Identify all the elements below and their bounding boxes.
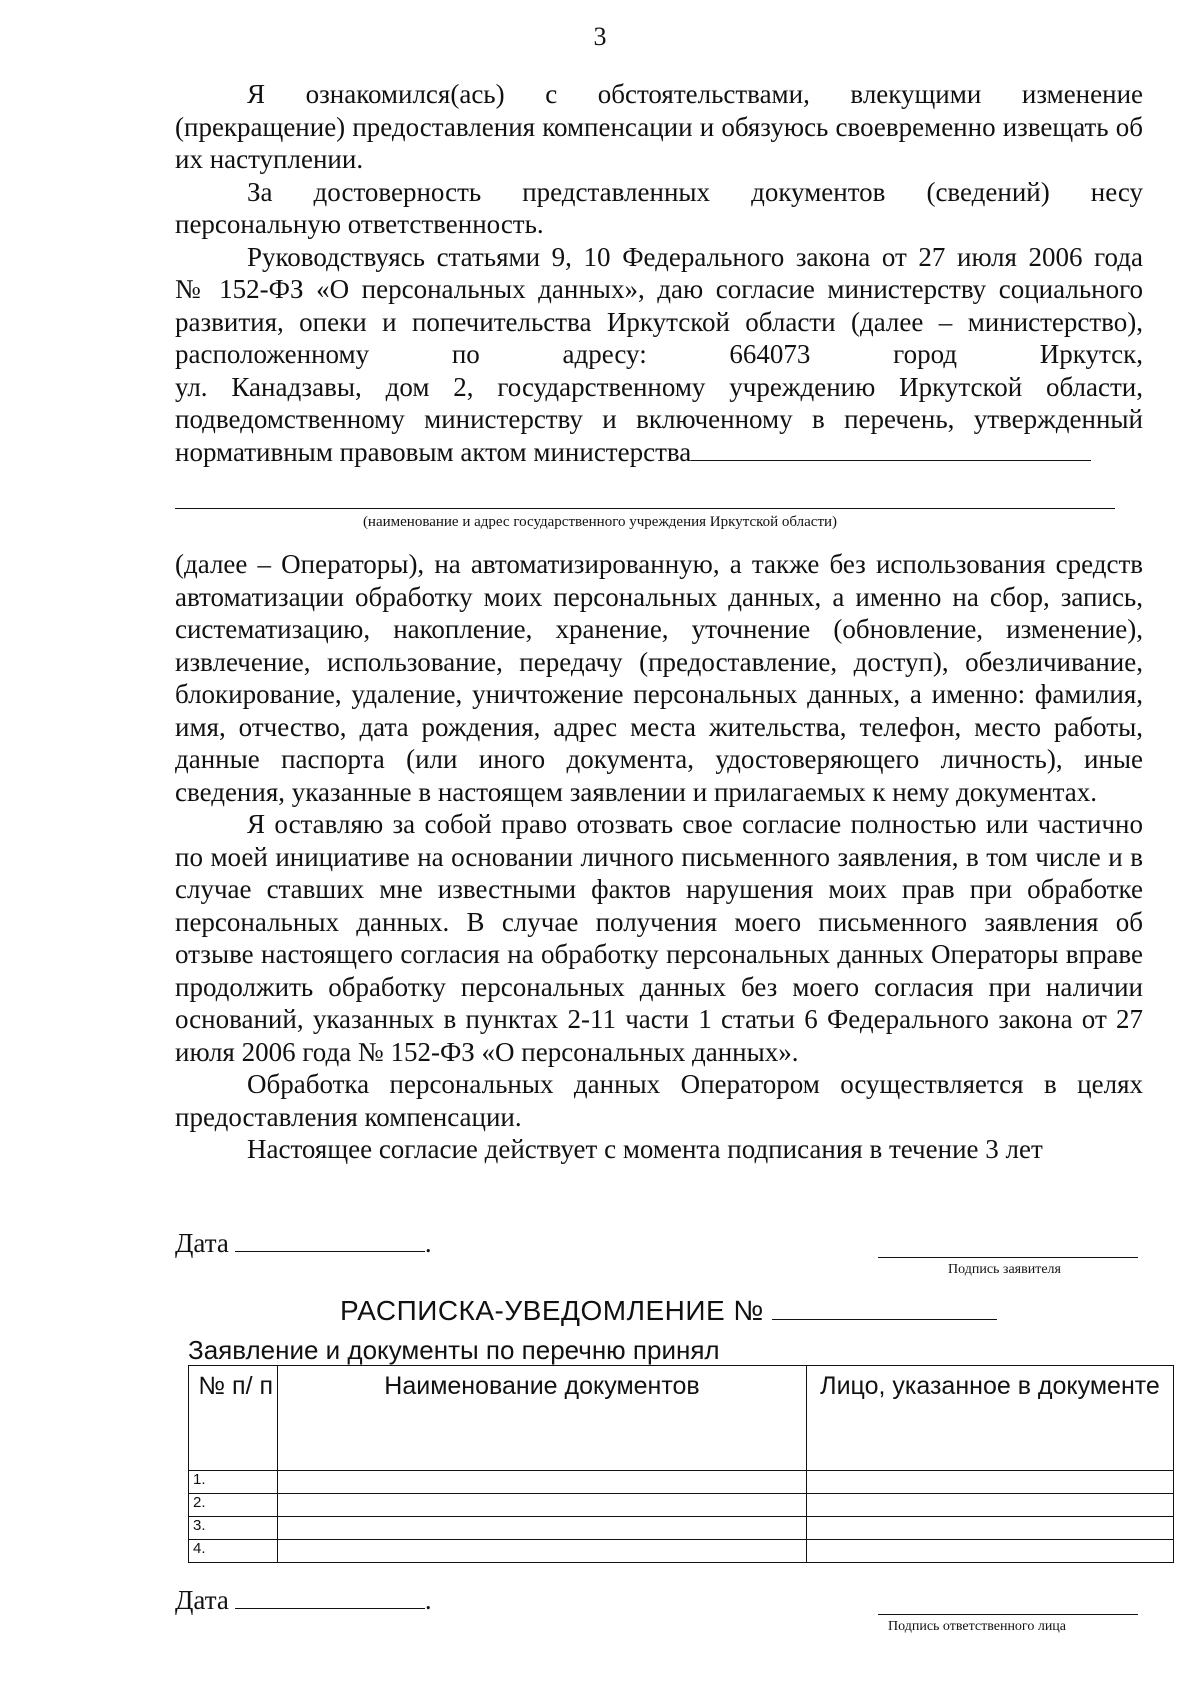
responsible-date-field[interactable] — [235, 1586, 425, 1609]
paragraph-responsibility: За достоверность представленных документов (сведений) несу персональную ответственность. — [175, 176, 1143, 239]
document-name-cell[interactable] — [278, 1494, 807, 1517]
consent-line: № 152-ФЗ «О персональных данных», даю согласие министерству социального — [175, 274, 1143, 304]
document-name-cell[interactable] — [278, 1471, 807, 1494]
consent-details-section — [175, 548, 1143, 1166]
row-number: 1. — [189, 1471, 278, 1494]
header-person: Лицо, указанное в документе — [807, 1366, 1174, 1471]
institution-name-field[interactable] — [691, 438, 1091, 461]
header-number: № п/ п — [189, 1366, 278, 1471]
acknowledgement-section — [175, 78, 1143, 468]
table-header-row — [189, 1366, 1174, 1471]
applicant-date-row — [175, 1228, 432, 1259]
table-row — [189, 1471, 1174, 1494]
page-number: 3 — [593, 22, 607, 51]
consent-line: Руководствуясь статьями 9, 10 Федерального закона от 27 июля 2006 года — [247, 241, 1143, 272]
person-cell[interactable] — [807, 1471, 1174, 1494]
header-document-name: Наименование документов — [278, 1366, 807, 1471]
document-name-cell[interactable] — [278, 1540, 807, 1563]
row-number: 2. — [189, 1494, 278, 1517]
paragraph-validity: Настоящее согласие действует с момента подписания в течение 3 лет — [247, 1134, 1043, 1164]
row-number: 4. — [189, 1540, 278, 1563]
consent-last-line: нормативным правовым актом министерства — [175, 436, 692, 467]
consent-line: расположенному по адресу: 664073 город Иркутск, — [175, 339, 1143, 369]
table-row — [189, 1540, 1174, 1563]
receipt-title — [340, 1295, 997, 1327]
table-row — [189, 1494, 1174, 1517]
receipt-title-text: РАСПИСКА-УВЕДОМЛЕНИЕ № — [340, 1295, 764, 1326]
paragraph-withdrawal: Я оставляю за собой право отозвать свое согласие полностью или частично по моей инициативе на основании личного письменного заявления, в том числе и в случае ставших мне известными фактов нарушения моих прав при обработке персональных данных. В случае получения моего письменного заявления об отзыве настоящего согласия на обработку персональных данных Операторы вправе продолжить обработку персональных данных без моего согласия при наличии оснований, указанных в пунктах 2-11 части 1 статьи 6 Федерального закона от 27 июля 2006 года № 152-ФЗ «О персональных данных». — [175, 809, 1143, 1067]
accepted-text: Заявление и документы по перечню принял — [188, 1335, 720, 1365]
date-suffix: . — [424, 1585, 432, 1615]
table-row — [189, 1517, 1174, 1540]
paragraph-operators: (далее – Операторы), на автоматизированную, а также без использования средств автоматизации обработку моих персональных данных, а именно на сбор, запись, систематизацию, накопление, хранение, уточнение (обновление, изменение), извлечение, использование, передачу (предоставление, доступ), обезличивание, блокирование, удаление, уничтожение персональных данных, а именно: фамилия, имя, отчество, дата рождения, адрес места жительства, телефон, место работы, данные паспорта (или иного документа, удостоверяющего личность), иные сведения, указанные в настоящем заявлении и прилагаемых к нему документах. — [175, 549, 1143, 807]
consent-line: развития, опеки и попечительства Иркутской области (далее – министерство), — [175, 306, 1143, 337]
document-name-cell[interactable] — [278, 1517, 807, 1540]
responsible-signature-caption: Подпись ответственного лица — [888, 1619, 1067, 1634]
documents-table — [188, 1365, 1174, 1563]
institution-caption: (наименование и адрес государственного учреждения Иркутской области) — [362, 514, 838, 530]
receipt-number-field[interactable] — [772, 1297, 997, 1320]
applicant-signature-field[interactable] — [878, 1257, 1138, 1258]
date-label: Дата — [175, 1585, 229, 1615]
date-suffix: . — [424, 1228, 432, 1258]
paragraph-acknowledgement: Я ознакомился(ась) с обстоятельствами, влекущими изменение (прекращение) предоставления компенсации и обязуюсь своевременно извещать об их наступлении. — [175, 79, 1143, 174]
paragraph-purpose: Обработка персональных данных Оператором осуществляется в целях предоставления компенсации. — [175, 1069, 1143, 1132]
person-cell[interactable] — [807, 1517, 1174, 1540]
responsible-signature-field[interactable] — [878, 1614, 1138, 1615]
consent-line — [175, 436, 1143, 469]
consent-line: ул. Канадзавы, дом 2, государственному учреждению Иркутской области, — [175, 371, 1143, 402]
institution-address-field[interactable] — [175, 508, 1115, 509]
applicant-signature-caption: Подпись заявителя — [948, 1262, 1061, 1277]
consent-paragraph — [175, 241, 1143, 469]
row-number: 3. — [189, 1517, 278, 1540]
responsible-date-row — [175, 1585, 432, 1616]
person-cell[interactable] — [807, 1540, 1174, 1563]
person-cell[interactable] — [807, 1494, 1174, 1517]
consent-line: подведомственному министерству и включенному в перечень, утвержденный — [175, 404, 1143, 434]
date-label: Дата — [175, 1228, 229, 1258]
applicant-date-field[interactable] — [235, 1229, 425, 1252]
